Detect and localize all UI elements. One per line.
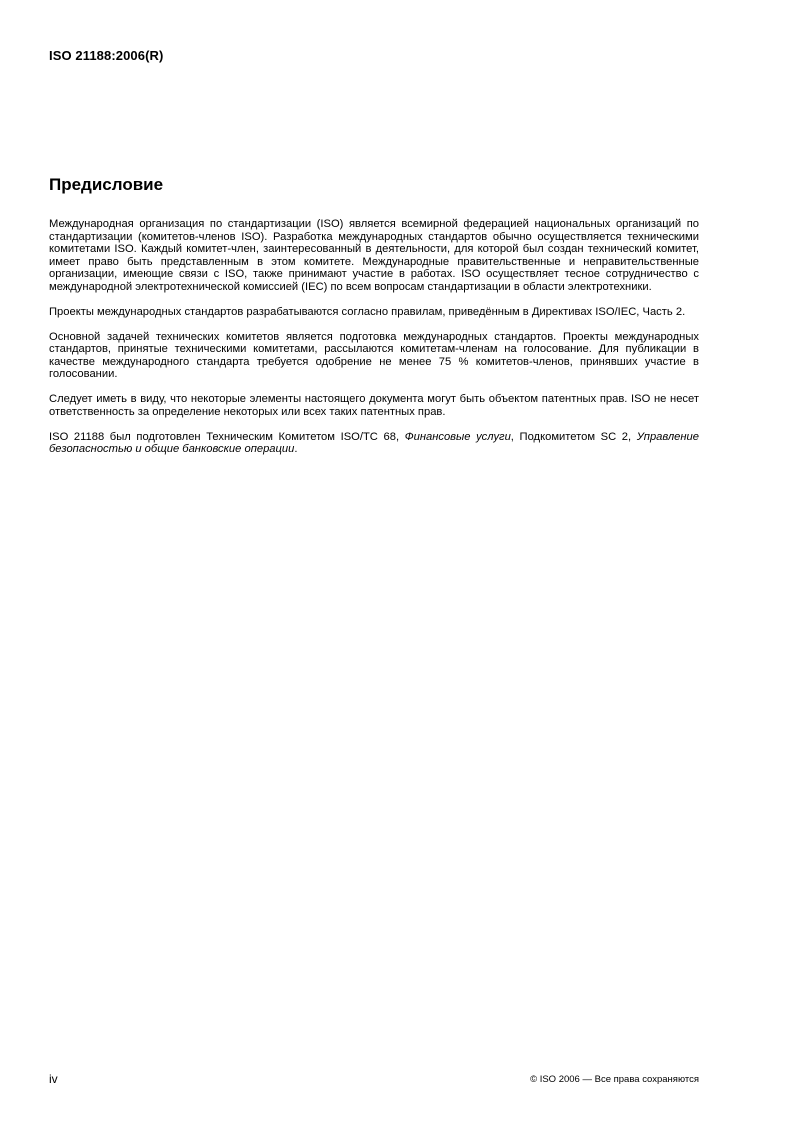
committee-name: Финансовые услуги [404, 430, 511, 443]
preparation-text-1: ISO 21188 был подготовлен Техническим Комитетом ISO/TC 68, [49, 430, 405, 443]
page-number: iv [49, 1072, 58, 1086]
paragraph-patent-rights: Следует иметь в виду, что некоторые элементы настоящего документа могут быть объектом патентных прав. ISO не несет ответственность за определение некоторых или всех таких патентных прав. [49, 393, 699, 418]
subcommittee-name: Управление безопасностью и общие банковские операции [49, 430, 699, 455]
document-id: ISO 21188:2006(R) [49, 48, 164, 63]
paragraph-iso-organization: Международная организация по стандартизации (ISO) является всемирной федерацией национальных организаций по стандартизации (комитетов-членов ISO). Разработка международных стандартов обычно осуществляется техническими комитетами ISO. Каждый комитет-член, заинтересованный в деятельности, для которой был создан технический комитет, имеет право быть представленным в этом комитете. Международные правительственные и неправительственные организации, имеющие связи с ISO, также принимают участие в работах. ISO осуществляет тесное сотрудничество с международной электротехнической комиссией (IEC) по всем вопросам стандартизации в области электротехники. [49, 218, 699, 293]
paragraph-directives: Проекты международных стандартов разрабатываются согласно правилам, приведённым в Директивах ISO/IEC, Часть 2. [49, 305, 686, 318]
copyright-notice: © ISO 2006 — Все права сохраняются [530, 1074, 699, 1085]
foreword-body [49, 218, 699, 468]
preparation-text-2: , Подкомитетом SC 2, [510, 430, 637, 443]
paragraph-technical-committees: Основной задачей технических комитетов является подготовка международных стандартов. Проекты международных стандартов, принятые техническими комитетами, рассылаются комитетам-членам на голосование. Для публикации в качестве международного стандарта требуется одобрение не менее 75 % комитетов-членов, принявших участие в голосовании. [49, 330, 699, 380]
paragraph-preparation [49, 431, 699, 456]
section-title: Предисловие [49, 175, 164, 194]
page-footer [49, 1072, 699, 1088]
preparation-text-3: . [294, 443, 298, 455]
